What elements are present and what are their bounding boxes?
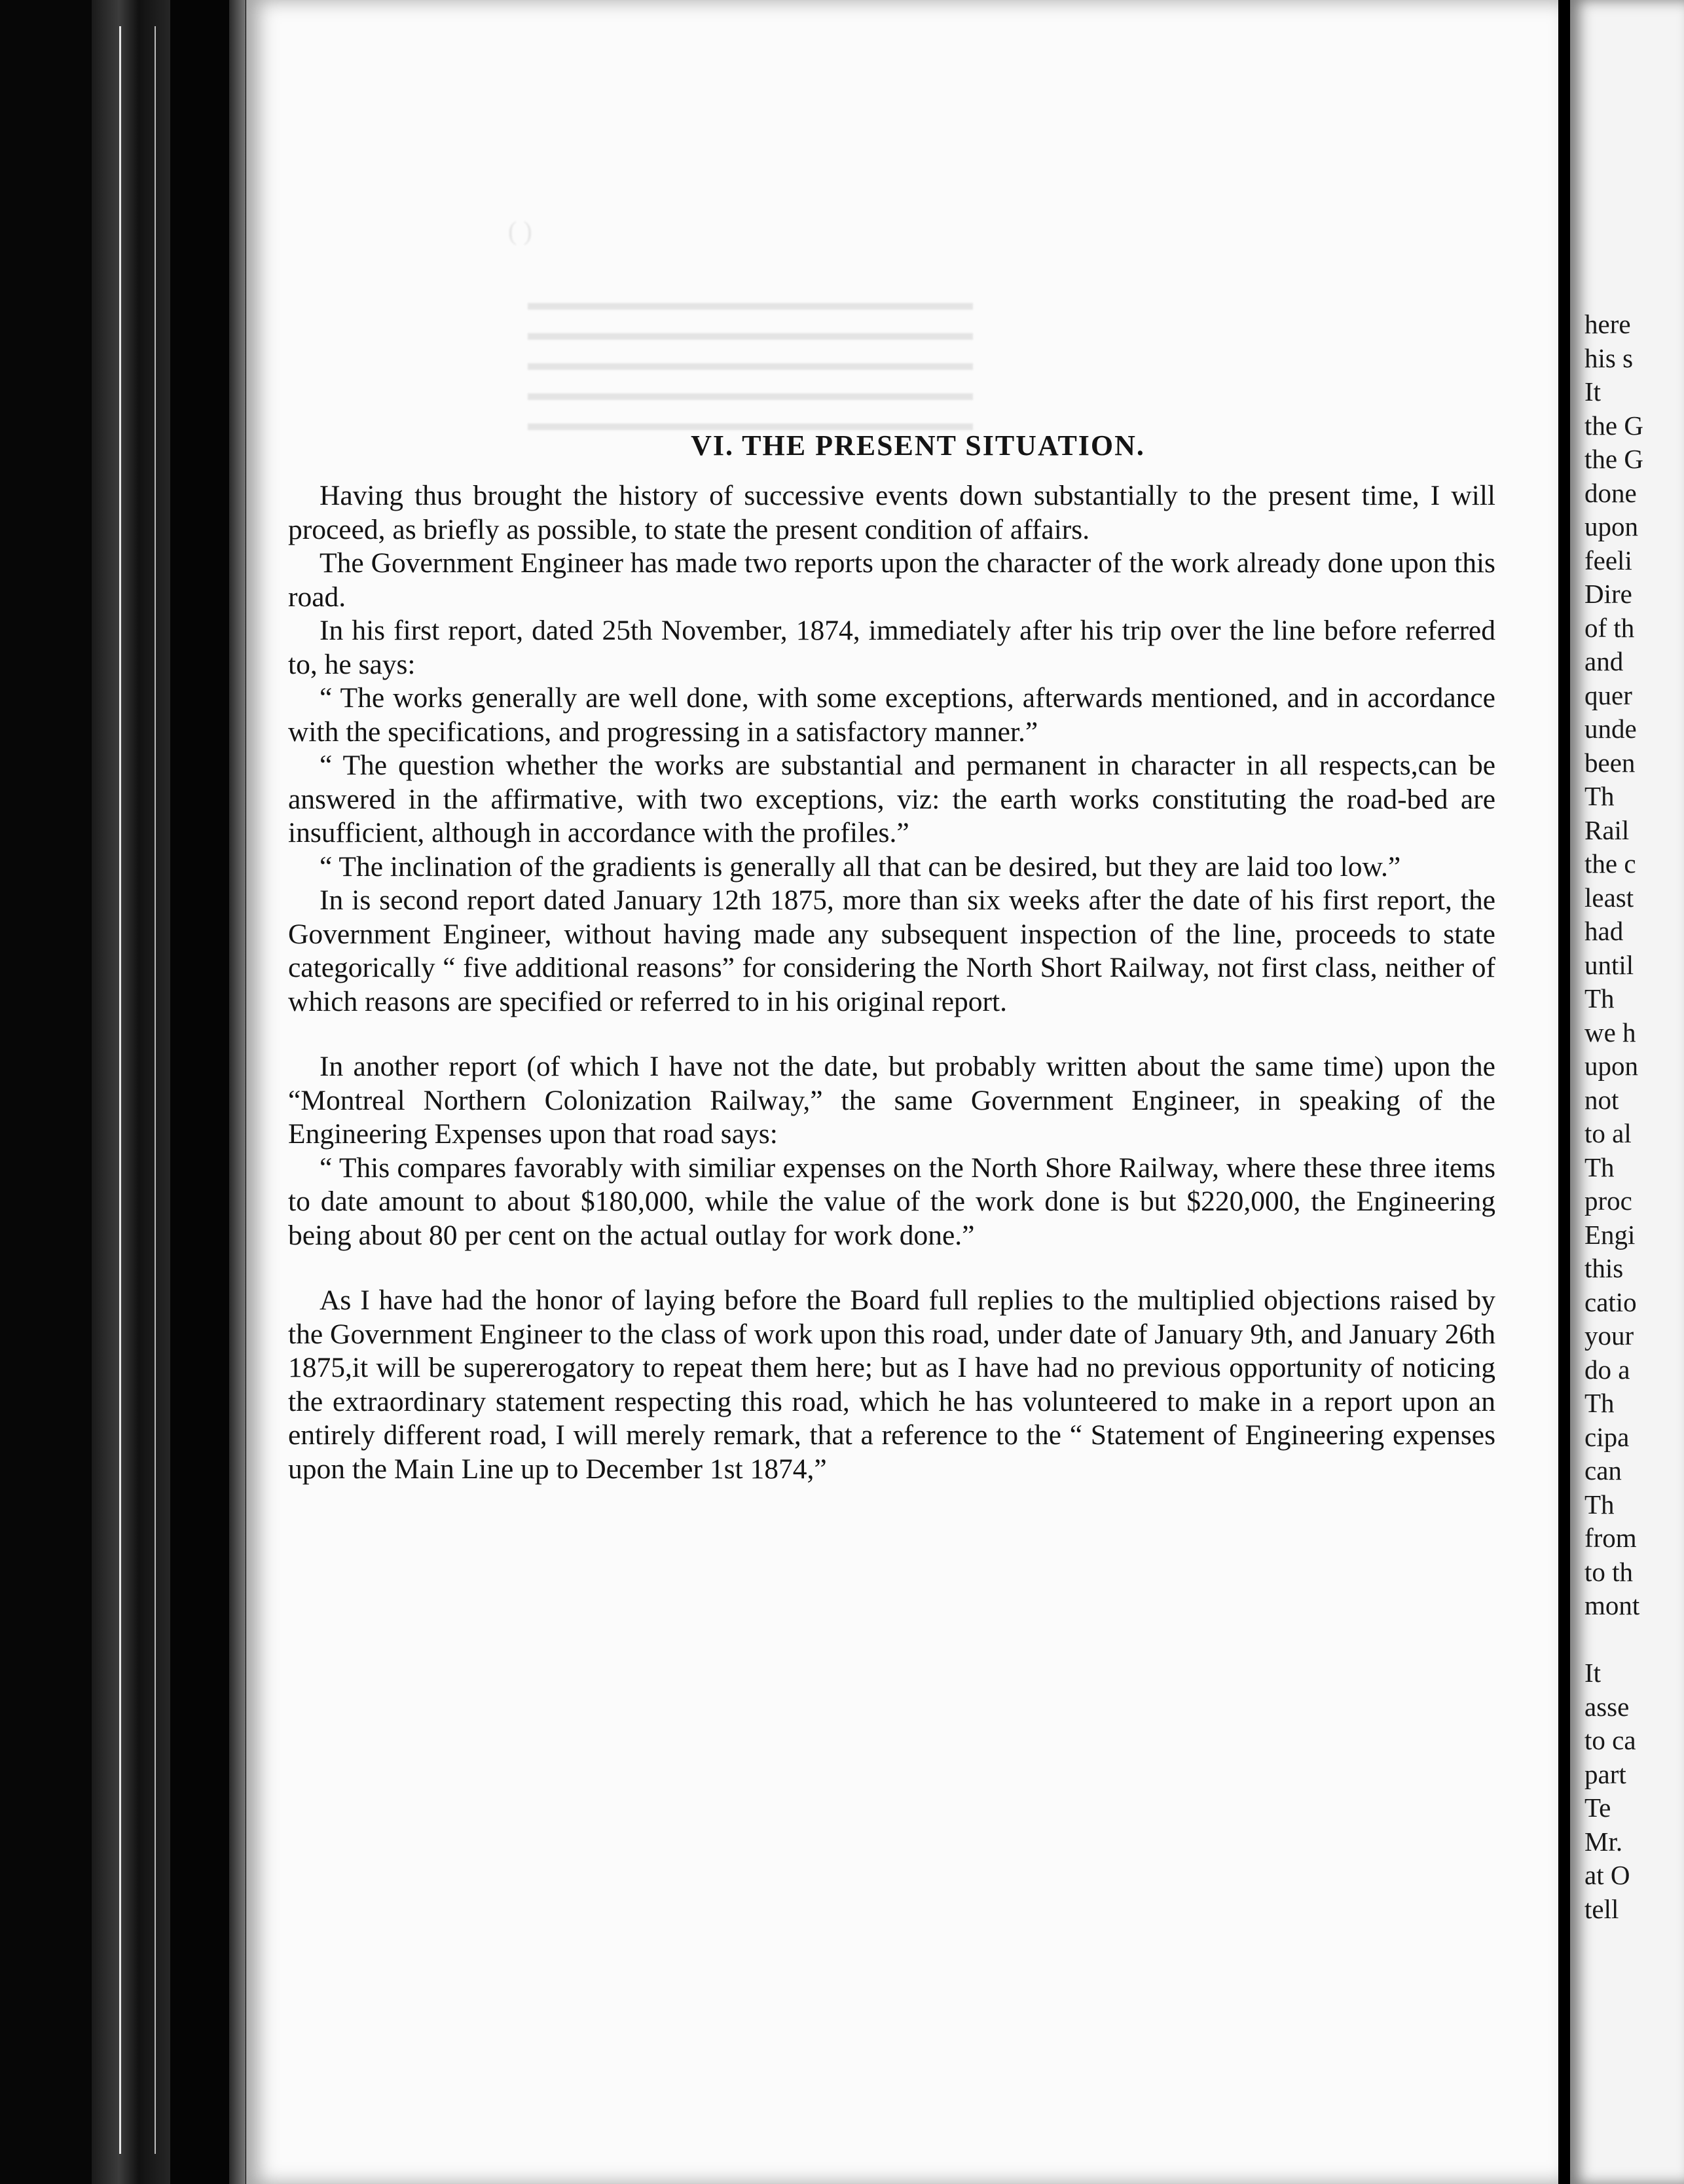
bleed-through-mark: ( ) bbox=[508, 216, 532, 246]
adjacent-page-line: had bbox=[1584, 916, 1624, 946]
adjacent-page-line: proc bbox=[1584, 1186, 1632, 1216]
adjacent-page-line: his s bbox=[1584, 342, 1634, 373]
adjacent-page-line: quer bbox=[1584, 680, 1632, 710]
binding-gutter bbox=[170, 0, 229, 2184]
paragraph: As I have had the honor of laying before the Board full replies to the multiplied objections raised by the Government Engineer to the class of work upon this road, under date of January 9th, and January 26th 1875,it will be supererogatory to repeat them here; but as I have had no previous opportunity of noticing the extraordinary statement respecting this road, which he has volunteered to make in a report upon an entirely different road, I will merely remark, that a reference to the “ Statement of Engineering expenses upon the Main Line up to December 1st 1874,” bbox=[288, 1284, 1495, 1485]
adjacent-page-line: Th bbox=[1584, 1152, 1615, 1182]
adjacent-page-line: the c bbox=[1584, 848, 1636, 879]
film-edge-line bbox=[119, 26, 121, 2154]
quotation: “ This compares favorably with similiar expenses on the North Shore Railway, where these three items to date amount to about $180,000, while the value of the work done is but $220,000, the Engineering being about 80 per cent on the actual outlay for work done.” bbox=[288, 1152, 1495, 1251]
adjacent-page-line: here bbox=[1584, 309, 1631, 339]
adjacent-page-line: It bbox=[1584, 376, 1602, 407]
adjacent-page-line: least bbox=[1584, 882, 1634, 913]
adjacent-page-line: Th bbox=[1584, 781, 1615, 811]
section-title: VI. THE PRESENT SITUATION. bbox=[691, 429, 1145, 462]
adjacent-page-line: Rail bbox=[1584, 814, 1630, 845]
adjacent-page-line: not bbox=[1584, 1084, 1619, 1115]
adjacent-page-line: your bbox=[1584, 1320, 1634, 1351]
adjacent-page-line: Th bbox=[1584, 1388, 1615, 1418]
adjacent-page-line: of th bbox=[1584, 612, 1635, 643]
adjacent-page-line: catio bbox=[1584, 1286, 1637, 1317]
adjacent-page bbox=[1570, 0, 1684, 2184]
adjacent-page-line: done bbox=[1584, 477, 1637, 508]
adjacent-page-line: upon bbox=[1584, 1051, 1638, 1081]
binding-edge bbox=[0, 0, 92, 2184]
adjacent-page-line: upon bbox=[1584, 511, 1638, 541]
adjacent-page-line: Te bbox=[1584, 1793, 1611, 1823]
adjacent-page-line: Th bbox=[1584, 1489, 1615, 1520]
adjacent-page-line: unde bbox=[1584, 714, 1637, 744]
adjacent-page-line: Mr. bbox=[1584, 1826, 1623, 1857]
quotation: “ The question whether the works are substantial and permanent in character in all respects,can be answered in the affirmative, with two exceptions, viz: the earth works constituting the road-bed are insufficient, although in accordance with the profiles.” bbox=[288, 750, 1495, 848]
adjacent-page-line: Dire bbox=[1584, 579, 1632, 609]
adjacent-page-line: Engi bbox=[1584, 1219, 1636, 1250]
adjacent-page-line: to al bbox=[1584, 1118, 1632, 1148]
adjacent-page-line: to th bbox=[1584, 1556, 1634, 1587]
adjacent-page-line: to ca bbox=[1584, 1725, 1636, 1755]
adjacent-page-line: It bbox=[1584, 1658, 1602, 1688]
adjacent-page-line: can bbox=[1584, 1455, 1622, 1485]
adjacent-page-line: this bbox=[1584, 1253, 1624, 1283]
adjacent-page-text bbox=[1584, 308, 1643, 1926]
paragraph: In is second report dated January 12th 1875, more than six weeks after the date of his first report, the Government Engineer, without having made any subsequent inspection of the line, proceeds to state categorically “ five additional reasons” for considering the North Short Railway, not first class, neither of which reasons are specified or referred to in his original report. bbox=[288, 884, 1495, 1017]
adjacent-page-line: feeli bbox=[1584, 545, 1632, 575]
adjacent-page-line: do a bbox=[1584, 1354, 1630, 1385]
adjacent-page-line: from bbox=[1584, 1523, 1637, 1553]
bleed-through-lines: ▬▬▬▬▬▬▬▬▬▬▬▬▬▬▬▬▬▬▬▬ ▬▬▬▬▬▬▬▬▬▬▬▬▬▬▬▬▬▬▬▬ ▬▬▬▬▬▬▬▬▬▬▬▬▬▬▬▬▬▬▬▬ ▬▬▬▬▬▬▬▬▬▬▬▬▬▬▬▬▬▬▬▬ ▬▬▬▬▬▬▬▬▬▬▬▬▬▬▬▬▬▬▬▬ bbox=[528, 291, 973, 435]
binding-spine bbox=[92, 0, 170, 2184]
adjacent-page-line: the G bbox=[1584, 410, 1643, 441]
quotation: “ The works generally are well done, with some exceptions, afterwards mentioned, and in accordance with the specifications, and progressing in a satisfactory manner.” bbox=[288, 682, 1495, 748]
adjacent-page-line: we h bbox=[1584, 1017, 1636, 1047]
adjacent-page-line: and bbox=[1584, 646, 1624, 676]
page-edge-shadow bbox=[229, 0, 246, 2184]
paragraph: In another report (of which I have not the date, but probably written about the same time) upon the “Montreal Northern Colonization Railway,” the same Government Engineer, in speaking of the Engineering Expenses upon that road says: bbox=[288, 1051, 1495, 1150]
quotation: “ The inclination of the gradients is generally all that can be desired, but they are laid too low.” bbox=[320, 850, 1401, 883]
film-edge-line bbox=[155, 26, 156, 2154]
adjacent-page-line: the G bbox=[1584, 444, 1643, 474]
adjacent-page-line bbox=[1584, 1623, 1643, 1657]
adjacent-page-line: asse bbox=[1584, 1691, 1630, 1722]
adjacent-page-line: part bbox=[1584, 1758, 1626, 1789]
section-body bbox=[288, 429, 1495, 1486]
adjacent-page-line: cipa bbox=[1584, 1421, 1630, 1452]
paragraph: The Government Engineer has made two reports upon the character of the work already done upon this road. bbox=[288, 547, 1495, 613]
adjacent-page-line: Th bbox=[1584, 983, 1615, 1013]
adjacent-page-line: tell bbox=[1584, 1893, 1619, 1924]
paragraph: Having thus brought the history of successive events down substantially to the present time, I will proceed, as briefly as possible, to state the present condition of affairs. bbox=[288, 480, 1495, 545]
adjacent-page-line: until bbox=[1584, 949, 1634, 980]
paragraph: In his first report, dated 25th November, 1874, immediately after his trip over the line before referred to, he says: bbox=[288, 615, 1495, 680]
adjacent-page-line: been bbox=[1584, 747, 1636, 778]
adjacent-page-line: at O bbox=[1584, 1860, 1630, 1890]
adjacent-page-line: mont bbox=[1584, 1590, 1640, 1620]
